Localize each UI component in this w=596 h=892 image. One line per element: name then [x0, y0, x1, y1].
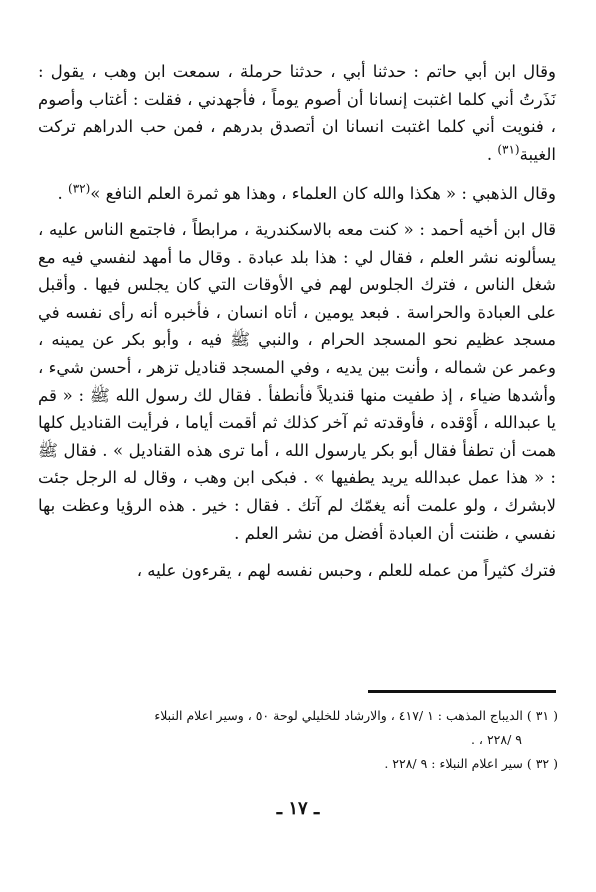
page-number: ـ ١٧ ـ [276, 798, 320, 819]
footnote-separator [368, 690, 556, 693]
paragraph-end: . [57, 184, 69, 204]
paragraph-ibn-abi-hatim [38, 58, 556, 168]
footnote-32: ( ٣٢ ) سير اعلام النبلاء : ٩ /٢٢٨ . [384, 756, 558, 771]
footnote-reference-32: (٣٢) [68, 181, 91, 196]
paragraph-conclusion: فترك كثيراً من عمله للعلم ، وحبس نفسه لهم ، يقرءون عليه ، [136, 561, 556, 581]
footnotes [38, 704, 558, 776]
paragraph-end: . [486, 144, 498, 164]
footnote-31-continuation: ٩ /٢٢٨ ، . [470, 732, 522, 747]
footnote-reference-31: (٣١) [497, 142, 520, 157]
paragraph-dhahabi [38, 180, 556, 208]
main-text [38, 58, 556, 585]
paragraph-text: وقال ابن أبي حاتم : حدثنا أبي ، حدثنا حرملة ، سمعت ابن وهب ، يقول : نَذَرتُ أني كلما اغتبت إنسانا أن أصوم يوماً ، فأجهدني ، فقلت : أغتاب وأصوم ، فنويت أني كلما اغتبت انسانا ان أتصدق بدرهم ، فمن حب الدراهم تركت الغيبة [38, 62, 556, 164]
paragraph-text: وقال الذهبي : « هكذا والله كان العلماء ، وهذا هو ثمرة العلم النافع » [90, 184, 556, 204]
footnote-31: ( ٣١ ) الديباج المذهب : ١ /٤١٧ ، والارشاد للخليلي لوحة ٥٠ ، وسير اعلام النبلاء [154, 708, 558, 723]
paragraph-ahmad-narration: قال ابن أخيه أحمد : « كنت معه بالاسكندرية ، مرابطاً ، فاجتمع الناس عليه ، يسألونه نشر العلم ، فقال لي : هذا بلد عبادة . وقال ما أمهد لنفسي فيه مع شغل الناس ، فترك الجلوس لهم في الأوقات التي كان يجلس فيها . وأقبل على العبادة والحراسة . فبعد يومين ، أتاه انسان ، فأخبره أنه رأى نفسه في مسجد عظيم نحو المسجد الحرام ، والنبي ﷺ فيه ، وأبو بكر عن يمينه ، وعمر عن شماله ، وأنت بين يديه ، وفي المسجد قناديل تزهر ، أحسن شيء ، وأشدها ضياء ، إذ طفيت منها قنديلاً فأنطفأ . فقال لك رسول الله ﷺ : « قم يا عبدالله ، أَوْقده ، فأوقدته ثم آخر كذلك ثم أقمت أياما ، فرأيت القناديل كلها همت أن تطفأ فقال أبو بكر يارسول الله ، أما ترى هذه القناديل » . فقال ﷺ : « هذا عمل عبدالله يريد يطفيها » . فبكى ابن وهب ، وقال له الرجل جئت لابشرك ، ولو علمت أنه يغمّك لم آتك . فقال : خير . هذه الرؤيا وعظت بها نفسي ، ظننت أن العبادة أفضل من نشر العلم . [38, 219, 556, 543]
